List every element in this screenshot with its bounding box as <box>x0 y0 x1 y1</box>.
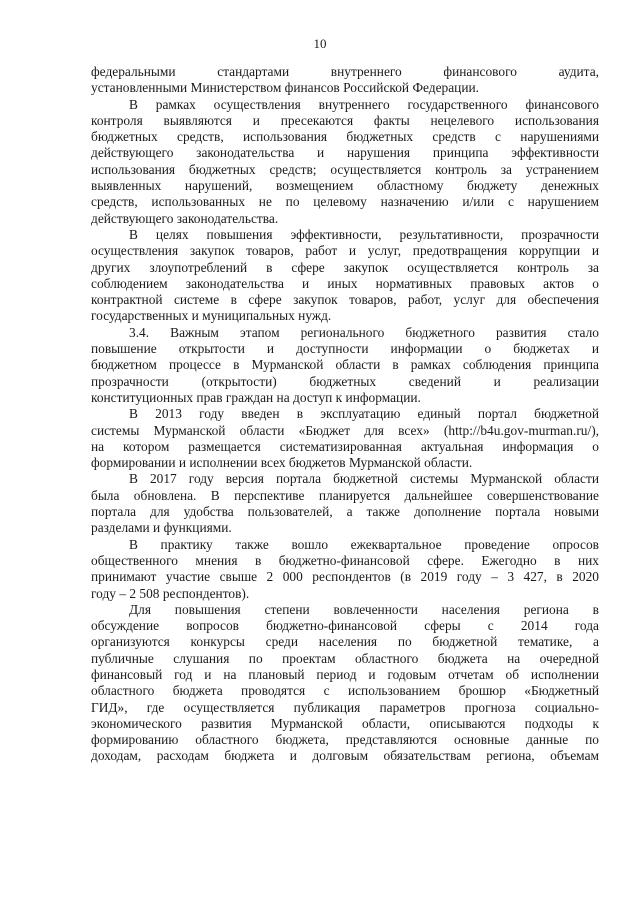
text-line: использования бюджетных средств; осуществляется контроль за устранением <box>91 161 599 177</box>
text-line: формированию областного бюджета, представляются основные данные по <box>91 732 599 748</box>
text-line: средств, использованных не по целевому назначению и/или с нарушением <box>91 194 599 210</box>
text-line: организуются конкурсы среди населения по бюджетной тематике, а <box>91 634 599 650</box>
text-line: соблюдением законодательства и иных нормативных правовых актов о <box>91 275 599 291</box>
text-line: установленными Министерством финансов Российской Федерации. <box>91 80 480 96</box>
text-line: году – 2 508 респондентов). <box>91 585 250 601</box>
text-line: В рамках осуществления внутреннего государственного финансового <box>129 96 599 112</box>
text-line: действующего законодательства и нарушения принципа эффективности <box>91 145 599 161</box>
text-line: ГИД», где осуществляется публикация параметров прогноза социально- <box>91 699 599 715</box>
text-line: В практику также вошло ежеквартальное проведение опросов <box>129 536 599 552</box>
text-line: формировании и исполнении всех бюджетов Мурманской области. <box>91 455 473 471</box>
text-line: осуществления закупок товаров, работ и услуг, предотвращения коррупции и <box>91 243 599 259</box>
text-line: финансовый год и на плановый период и годовым отчетам об исполнении <box>91 666 599 682</box>
text-line: общественного мнения в бюджетно-финансовой сфере. Ежегодно в них <box>91 552 599 568</box>
text-line: доходам, расходам бюджета и долговым обязательствам региона, объемам <box>91 748 599 764</box>
text-line: экономического развития Мурманской области, описываются подходы к <box>91 715 599 731</box>
text-line: системы Мурманской области «Бюджет для всех» (http://b4u.gov-murman.ru/), <box>91 422 599 438</box>
text-line: В 2013 году введен в эксплуатацию единый портал бюджетной <box>129 406 599 422</box>
text-line: принимают участие свыше 2 000 респондентов (в 2019 году – 3 427, в 2020 <box>91 569 599 585</box>
page-number: 10 <box>313 36 327 51</box>
text-line: была обновлена. В перспективе планируется дальнейшее совершенствование <box>91 487 599 503</box>
text-line: разделами и функциями. <box>91 520 232 536</box>
text-line: контрактной системе в сфере закупок товаров, работ, услуг для обеспечения <box>91 292 599 308</box>
text-line: конституционных прав граждан на доступ к информации. <box>91 389 421 405</box>
text-line: обсуждение вопросов бюджетно-финансовой сферы с 2014 года <box>91 618 599 634</box>
text-line: В целях повышения эффективности, результативности, прозрачности <box>129 226 599 242</box>
text-line: контроля выявляются и пресекаются факты нецелевого использования <box>91 112 599 128</box>
text-line: федеральными стандартами внутреннего финансового аудита, <box>91 64 599 79</box>
text-line: Для повышения степени вовлеченности населения региона в <box>129 601 599 617</box>
text-line: государственных и муниципальных нужд. <box>91 308 332 324</box>
text-line: бюджетных средств, использования бюджетных средств с нарушениями <box>91 129 599 145</box>
body-text <box>91 64 599 765</box>
text-line: 3.4. Важным этапом регионального бюджетного развития стало <box>129 324 599 340</box>
text-line: портала для удобства пользователей, а также дополнение портала новыми <box>91 504 599 520</box>
text-line: других злоупотреблений в сфере закупок осуществляется контроль за <box>91 259 599 275</box>
text-line: действующего законодательства. <box>91 210 279 226</box>
text-line: областного бюджета проводятся с использованием брошюр «Бюджетный <box>91 683 599 699</box>
text-line: публичные слушания по проектам областного бюджета на очередной <box>91 650 599 666</box>
text-line: на котором размещается систематизированная актуальная информация о <box>91 438 599 454</box>
text-line: бюджетном процессе в Мурманской области в рамках соблюдения принципа <box>91 357 599 373</box>
text-line: повышение открытости и доступности информации о бюджетах и <box>91 341 599 357</box>
text-line: выявленных нарушений, возмещением областному бюджету денежных <box>91 178 599 194</box>
text-line: В 2017 году версия портала бюджетной системы Мурманской области <box>129 471 599 487</box>
text-line: прозрачности (открытости) бюджетных сведений и реализации <box>91 373 599 389</box>
